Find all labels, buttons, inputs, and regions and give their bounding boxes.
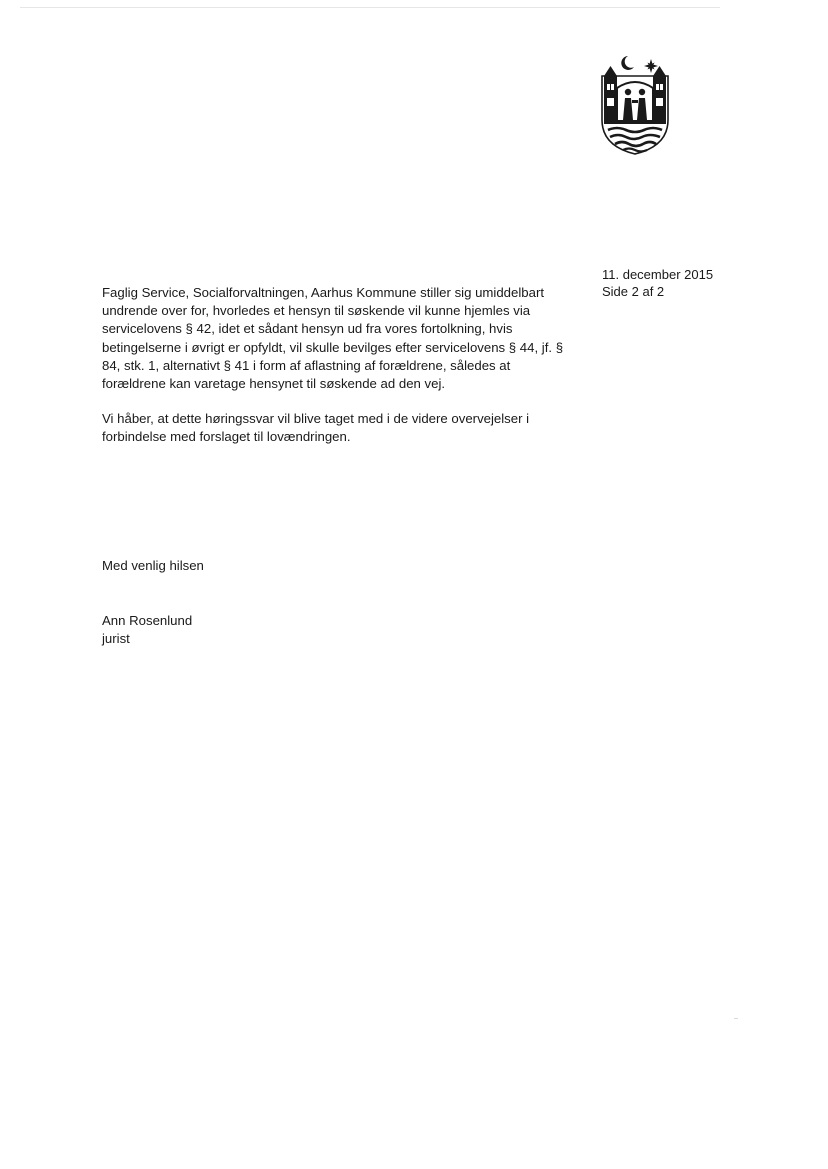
page-indicator: Side 2 af 2: [602, 284, 665, 299]
closing-greeting: Med venlig hilsen: [102, 558, 204, 573]
letter-body: [102, 284, 572, 447]
scan-speck: [734, 1018, 738, 1019]
letter-date: 11. december 2015: [602, 267, 714, 282]
aarhus-coat-of-arms-logo: [598, 54, 672, 156]
letter-meta: [602, 266, 713, 300]
scan-edge-line: [20, 7, 720, 8]
signer-title: jurist: [102, 631, 130, 646]
signer-name: Ann Rosenlund: [102, 613, 193, 628]
body-paragraph-1: Faglig Service, Socialforvaltningen, Aarhus Kommune stiller sig umiddelbart undrende over for, hvorledes et hensyn til søskende vil kunne hjemles via servicelovens § 42, idet et sådant hensyn ud fra vores fortolkning, hvis betingelserne i øvrigt er opfyldt, vil skulle bevilges efter servicelovens § 44, jf. § 84, stk. 1, alternativt § 41 i form af aflastning af forældrene, således at forældrene kan varetage hensynet til søskende ad den vej.: [102, 285, 564, 392]
signature-block: [102, 612, 192, 648]
body-paragraph-2: Vi håber, at dette høringssvar vil blive taget med i de videre overvejelser i forbindelse med forslaget til lovændringen.: [102, 411, 530, 445]
